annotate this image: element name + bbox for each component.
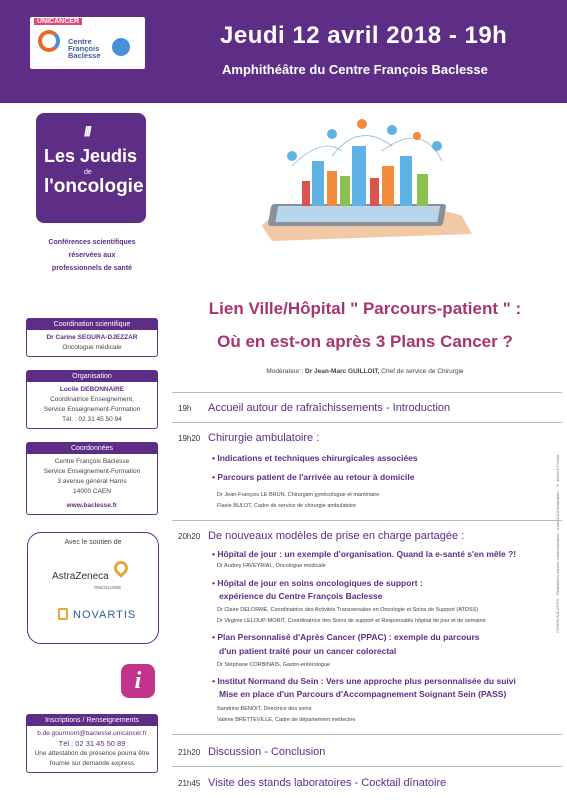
- speaker-line: Dr Jean-François LE BRUN, Chirurgien gynécologue et mammaire: [217, 492, 380, 498]
- novartis-logo: NOVARTIS: [73, 609, 137, 621]
- organisation-box: [26, 370, 158, 429]
- program-bullet: Mise en place d'un Parcours d'Accompagnement Soignant Sein (PASS): [219, 689, 507, 699]
- moderator-line: [170, 368, 560, 375]
- address-line3: 3 avenue général Harris: [57, 478, 127, 485]
- organiser-name: Lucile DEBONNAIRE: [59, 386, 125, 393]
- program-time: 20h20: [178, 532, 201, 541]
- program-bullet: • Plan Personnalisé d'Après Cancer (PPAC) : exemple du parcours: [212, 632, 480, 642]
- address-line2: Service Enseignement-Formation: [43, 468, 141, 475]
- audience-note: [22, 236, 162, 275]
- astrazeneca-sub: ONCOLOGIE: [94, 585, 122, 590]
- address-line1: Centre François Baclesse: [54, 458, 130, 465]
- novartis-logo-icon: [58, 608, 68, 620]
- program-bullet: expérience du Centre François Baclesse: [219, 591, 383, 601]
- contact-phone[interactable]: Tél : 02 31 45 50 89: [58, 739, 126, 748]
- program-bullet: d'un patient traité pour un cancer colorectal: [219, 646, 397, 656]
- contact-email[interactable]: b.de.gourmont@baclesse.unicancer.fr: [37, 730, 147, 737]
- program-time: 21h45: [178, 779, 201, 788]
- sponsors-label: Avec le soutien de: [64, 539, 122, 546]
- program-time: 19h20: [178, 434, 201, 443]
- astrazeneca-logo: AstraZeneca: [52, 571, 109, 582]
- center-logo-mark-icon: [38, 30, 60, 52]
- astrazeneca-logo-icon: [111, 558, 131, 578]
- audience-line1: Conférences scientifiques: [48, 239, 136, 246]
- program-bullet: • Indications et techniques chirurgicales associées: [212, 453, 418, 463]
- sponsors-box: [27, 532, 159, 644]
- inscriptions-heading: Inscriptions / Renseignements: [27, 715, 157, 726]
- coordinator-role: Oncologue médicale: [62, 344, 122, 351]
- unicancer-logo-text: UNICANCER: [34, 18, 82, 25]
- moderator-role: Chef de service de Chirurgie: [381, 368, 464, 375]
- speaker-line: Sandrine BENOIT, Directrice des soins: [217, 706, 312, 712]
- program-label: Accueil autour de rafraîchissements - Introduction: [208, 402, 451, 414]
- program-label: De nouveaux modèles de prise en charge partagée :: [208, 530, 465, 542]
- program-divider: [172, 422, 562, 423]
- program-divider: [172, 766, 562, 767]
- speaker-line: Dr Stéphane CORBINAIS, Gastro-entérologue: [217, 662, 331, 668]
- event-venue: Amphithéâtre du Centre François Baclesse: [222, 62, 488, 77]
- globe-icon: [112, 38, 130, 56]
- organiser-phone[interactable]: Tél. : 02 31 45 50 94: [62, 416, 122, 423]
- program-divider: [172, 734, 562, 735]
- speaker-line: Dr Virginie LELOUP-MORIT, Coordinatrice des Soins de support et Responsable hôpital de jour et de semaine: [217, 618, 486, 624]
- organisation-heading: Organisation: [27, 371, 157, 382]
- series-name-line2: l'oncologie: [44, 176, 144, 197]
- coordonnees-heading: Coordonnées: [27, 443, 157, 454]
- smart-city-tablet-illustration: [232, 116, 487, 251]
- program-label: Chirurgie ambulatoire :: [208, 432, 320, 444]
- coordination-heading: Coordination scientifique: [27, 319, 157, 330]
- coordonnees-box: [26, 442, 158, 515]
- series-name-de: de: [84, 169, 92, 176]
- speaker-line: Valérie BRETTEVILLE, Cadre de département médecine: [217, 717, 356, 723]
- coordination-box: [26, 318, 158, 357]
- audience-line3: professionnels de santé: [51, 265, 133, 272]
- address-line4: 14000 CAEN: [73, 488, 111, 495]
- program-bullet: • Hôpital de jour en soins oncologiques de support :: [212, 578, 423, 588]
- event-date: Jeudi 12 avril 2018 - 19h: [220, 22, 508, 49]
- speaker-line: Dr Claire DELORME, Coordinatrice des Activités Transversales en Oncologie et Soins de Support (ATOSS): [217, 607, 479, 613]
- center-logo-text: Centre François Baclesse: [68, 37, 101, 60]
- attestation-note2: fournie sur demande express: [49, 760, 135, 767]
- website-link[interactable]: www.baclesse.fr: [66, 502, 118, 509]
- header-banner: [0, 0, 567, 103]
- moderator-name: Dr Jean-Marc GUILLOIT,: [305, 368, 380, 375]
- speaker-line: Flavie BULOT, Cadre de service de chirurgie ambulatoire: [217, 503, 357, 509]
- attestation-note1: Une attestation de présence pourra être: [34, 750, 150, 757]
- coordinator-name: Dr Carine SEGURA-DJEZZAR: [46, 334, 138, 341]
- moderator-prefix: Modérateur :: [266, 368, 304, 375]
- title-line2: Où en est-on après 3 Plans Cancer ?: [217, 332, 513, 351]
- program-divider: [172, 392, 562, 393]
- speaker-line: Dr Audrey FAVEYRIAL, Oncologue médicale: [217, 563, 326, 569]
- info-icon: i: [121, 664, 155, 698]
- program-time: 21h20: [178, 748, 201, 757]
- program-bullet: • Institut Normand du Sein : Vers une approche plus personnalisée du suivi: [212, 676, 516, 686]
- jeudis-oncologie-logo: [36, 113, 146, 223]
- logo-dots-icon: ///: [84, 123, 90, 139]
- program-divider: [172, 520, 562, 521]
- organiser-role1: Coordinatrice Enseignement,: [50, 396, 134, 403]
- credit-text: COMMUNICATION · Réalisation service communication - mars 2018 Illustration : © artstock Fotolia: [555, 455, 560, 633]
- program-time: 19h: [178, 404, 192, 413]
- organiser-role2: Service Enseignement-Formation: [43, 406, 141, 413]
- inscriptions-box: [26, 714, 158, 773]
- series-name-line1: Les Jeudis: [44, 146, 138, 166]
- title-line1: Lien Ville/Hôpital " Parcours-patient " :: [208, 299, 522, 318]
- conference-title: [160, 292, 567, 358]
- program-label: Discussion - Conclusion: [208, 746, 326, 758]
- program-bullet: • Parcours patient de l'arrivée au retour à domicile: [212, 472, 415, 482]
- program-bullet: • Hôpital de jour : un exemple d'organisation. Quand la e-santé s'en mêle ?!: [212, 549, 517, 559]
- audience-line2: réservées aux: [68, 252, 116, 259]
- program-label: Visite des stands laboratoires - Cocktail dînatoire: [208, 777, 447, 789]
